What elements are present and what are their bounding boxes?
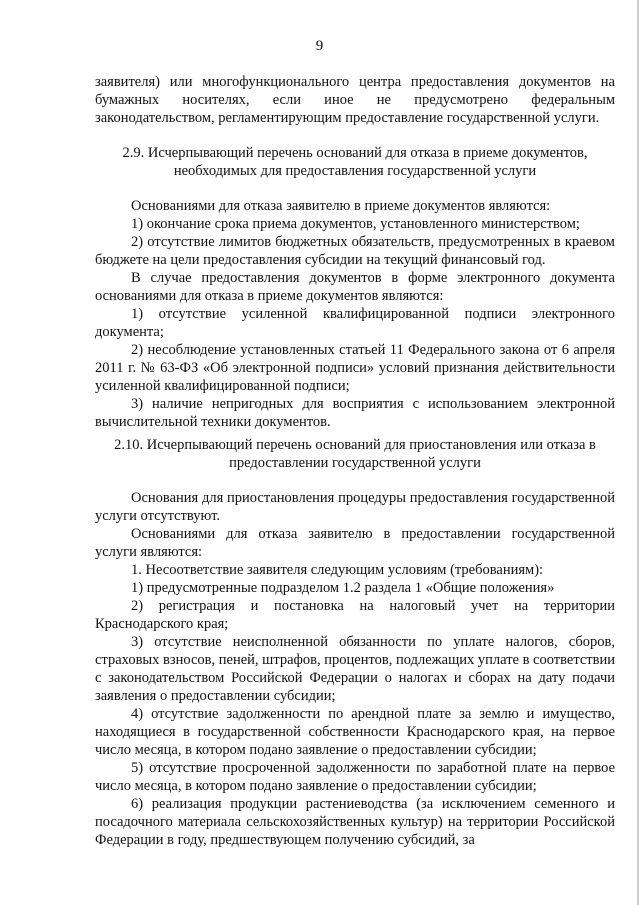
paragraph: Основаниями для отказа заявителю в приеме документов являются: [131, 198, 551, 214]
list-item: 1) окончание срока приема документов, установленного министерством; [131, 216, 580, 232]
list-item: 5) отсутствие просроченной задолженности по заработной плате на первое число месяца, в котором подано заявление о предоставлении субсидии; [95, 760, 615, 794]
list-item: 2) несоблюдение установленных статьей 11 Федерального закона от 6 апреля 2011 г. № 63-ФЗ «Об электронной подписи» условий признания действительности усиленной квалифицированной подписи; [95, 342, 615, 394]
list-item: 2) регистрация и постановка на налоговый учет на территории Краснодарского края; [95, 598, 615, 632]
intro-section [95, 73, 615, 127]
paragraph: Основаниями для отказа заявителю в предоставлении государственной услуги являются: [95, 526, 615, 560]
page-number: 9 [315, 38, 324, 54]
section-2-9-heading: 2.9. Исчерпывающий перечень оснований для отказа в приеме документов, необходимых для предоставления государственной услуги [122, 145, 588, 179]
list-item: 6) реализация продукции растениеводства (за исключением семенного и посадочного материала сельскохозяйственных культур) на территории Российской Федерации в году, предшествующем получению субсидий, за [95, 796, 615, 848]
list-item: 1) отсутствие усиленной квалифицированной подписи электронного документа; [95, 306, 615, 340]
list-item: 3) наличие непригодных для восприятия с использованием электронной вычислительной техники документов. [95, 396, 615, 430]
intro-paragraph: заявителя) или многофункционального центра предоставления документов на бумажных носителях, если иное не предусмотрено федеральным законодательством, регламентирующим предоставление государственной услуги. [95, 74, 615, 126]
paragraph: Основания для приостановления процедуры предоставления государственной услуги отсутствуют. [95, 490, 615, 524]
section-2-9-body [95, 197, 615, 431]
paragraph: В случае предоставления документов в форме электронного документа основаниями для отказа в приеме документов являются: [95, 270, 615, 304]
section-2-10-body [95, 489, 615, 849]
list-item: 3) отсутствие неисполненной обязанности по уплате налогов, сборов, страховых взносов, пеней, штрафов, процентов, подлежащих уплате в соответствии с законодательством Российской Федерации о налогах и сборах на дату подачи заявления о предоставлении субсидии; [95, 634, 615, 704]
section-2-10-heading: 2.10. Исчерпывающий перечень оснований для приостановления или отказа в предоставлении государственной услуги [114, 437, 596, 471]
list-item: 4) отсутствие задолженности по арендной плате за землю и имущество, находящиеся в государственной собственности Краснодарского края, на первое число месяца, в котором подано заявление о предоставлении субсидии; [95, 706, 615, 758]
list-item: 1. Несоответствие заявителя следующим условиям (требованиям): [131, 562, 544, 578]
list-item: 2) отсутствие лимитов бюджетных обязательств, предусмотренных в краевом бюджете на цели предоставления субсидии на текущий финансовый год. [95, 234, 615, 268]
list-item: 1) предусмотренные подразделом 1.2 раздела 1 «Общие положения» [131, 580, 555, 596]
